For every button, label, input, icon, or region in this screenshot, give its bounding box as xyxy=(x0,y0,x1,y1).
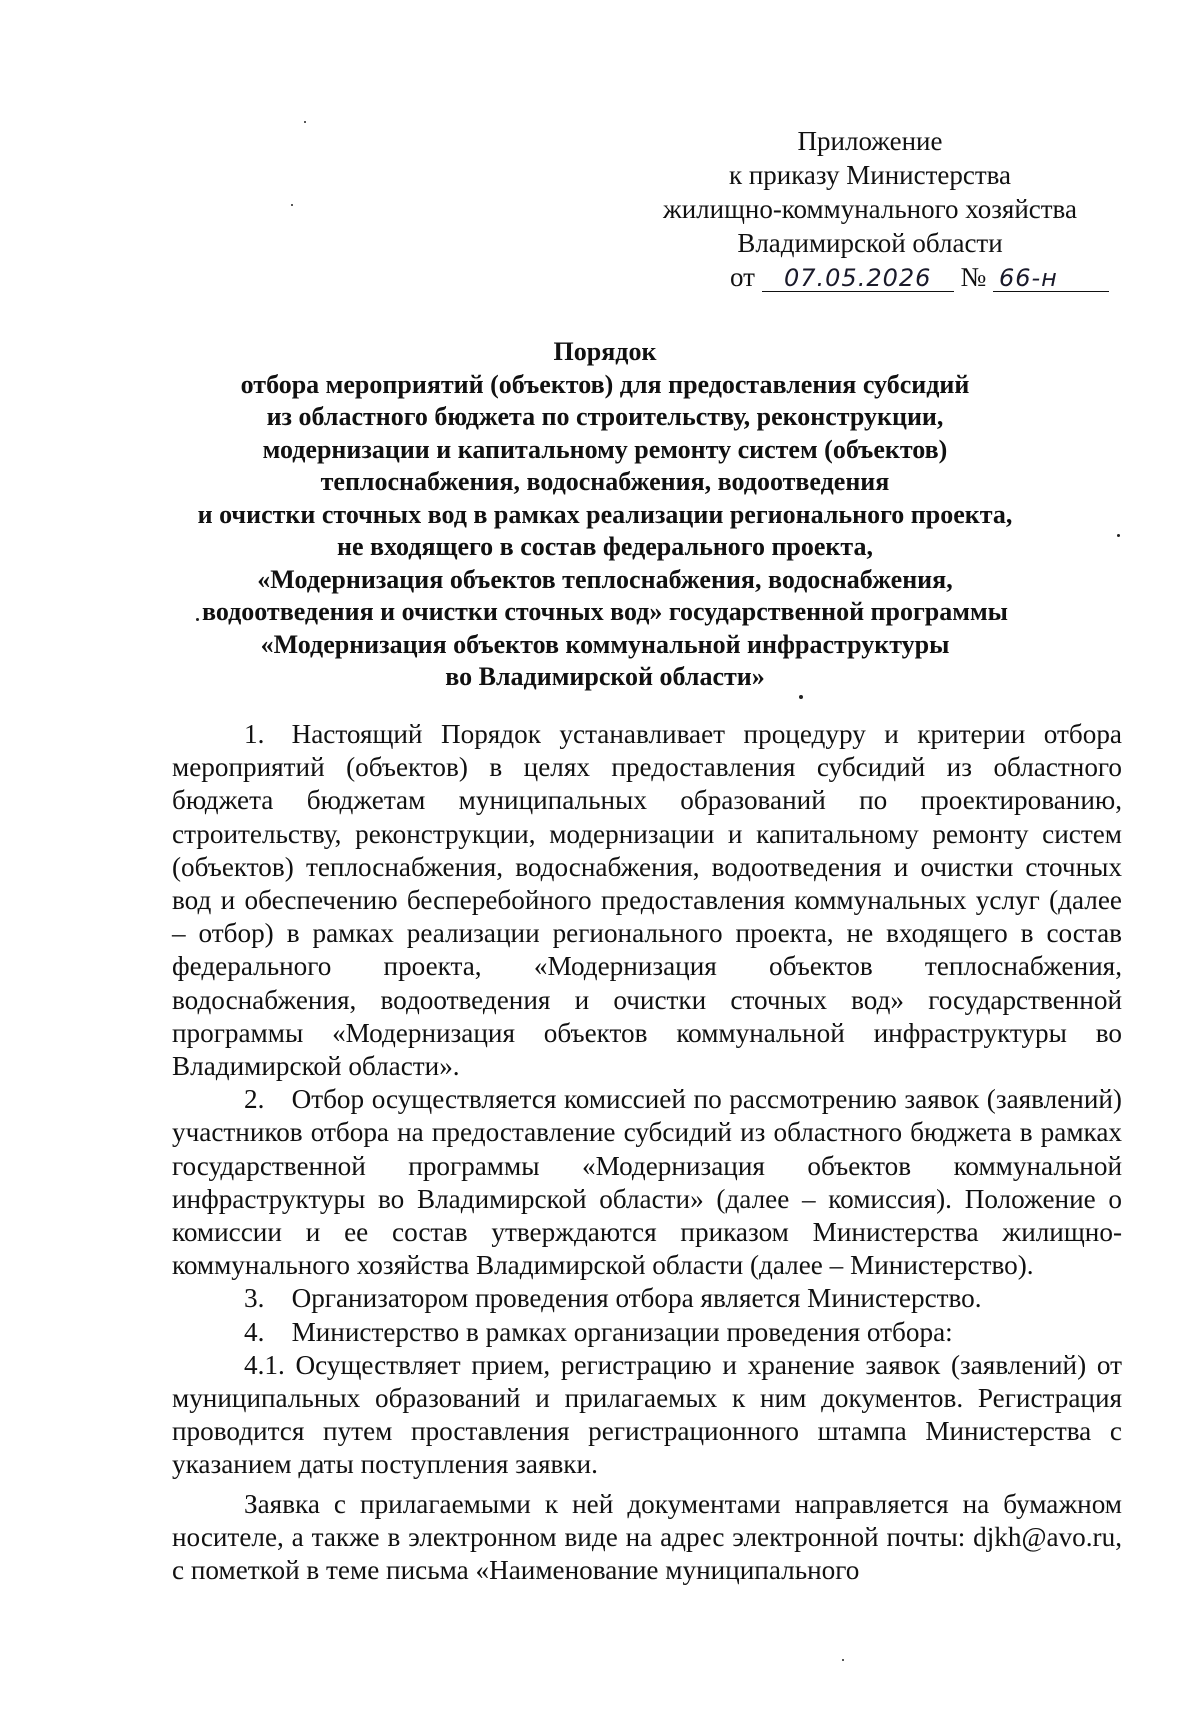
date-prefix: от xyxy=(730,262,755,292)
paragraph-2: 2. Отбор осуществляется комиссией по рассмотрению заявок (заявлений) участников отбора на предоставление субсидий из областного бюджета в рамках государственной программы «Модернизация объектов коммунальной инфраструктуры во Владимирской области» (далее – комиссия). Положение о комиссии и ее состав утверждаются приказом Министерства жилищно-коммунального хозяйства Владимирской области (далее – Министерство). xyxy=(172,1084,1122,1281)
paragraph-3: 3. Организатором проведения отбора является Министерство. xyxy=(244,1283,982,1314)
appendix-block xyxy=(640,124,1100,294)
number-sign: № xyxy=(960,262,987,292)
title-line: модернизации и капитальному ремонту систем (объектов) xyxy=(262,434,948,464)
title-line: «Модернизация объектов коммунальной инфраструктуры xyxy=(260,629,950,659)
title-line: теплоснабжения, водоснабжения, водоотведения xyxy=(320,467,890,496)
title-line: водоотведения и очистки сточных вод» государственной программы xyxy=(202,597,1008,626)
scan-speck xyxy=(291,204,293,206)
appendix-label: Приложение xyxy=(797,126,943,156)
title-line: «Модернизация объектов теплоснабжения, водоснабжения, xyxy=(257,564,953,594)
title-line: во Владимирской области» xyxy=(445,662,765,691)
appendix-order-ref: к приказу Министерства xyxy=(728,160,1012,190)
scan-speck xyxy=(842,1659,844,1661)
appendix-region: Владимирской области xyxy=(737,228,1003,258)
handwritten-date: 07.05.2026 xyxy=(762,265,954,292)
appendix-date-line xyxy=(640,260,1100,294)
paragraph-application: Заявка с прилагаемыми к ней документами направляется на бумажном носителе, а также в электронном виде на адрес электронной почты: djkh@avo.ru, с пометкой в теме письма «Наименование муниципального xyxy=(172,1488,1122,1586)
document-body xyxy=(172,718,1122,1587)
scan-speck xyxy=(1117,534,1120,537)
title-line: не входящего в состав федерального проекта, xyxy=(336,532,874,561)
document-title xyxy=(160,336,1050,694)
title-line: из областного бюджета по строительству, реконструкции, xyxy=(266,402,944,431)
handwritten-number: 66-н xyxy=(993,265,1109,292)
paragraph-4: 4. Министерство в рамках организации проведения отбора: xyxy=(244,1316,953,1347)
scan-speck xyxy=(196,618,199,621)
paragraph-4-1: 4.1. Осуществляет прием, регистрацию и хранение заявок (заявлений) от муниципальных образований и прилагаемых к ним документов. Регистрация проводится путем проставления регистрационного штампа Министерства с указанием даты поступления заявки. xyxy=(172,1349,1122,1480)
title-line: и очистки сточных вод в рамках реализации регионального проекта, xyxy=(197,499,1013,529)
title-heading: Порядок xyxy=(553,337,657,366)
paragraph-1: 1. Настоящий Порядок устанавливает процедуру и критерии отбора мероприятий (объектов) в целях предоставления субсидий из областного бюджета бюджетам муниципальных образований по проектированию, строительству, реконструкции, модернизации и капитальному ремонту систем (объектов) теплоснабжения, водоснабжения, водоотведения и очистки сточных вод и обеспечению бесперебойного предоставления коммунальных услуг (далее – отбор) в рамках реализации регионального проекта, не входящего в состав федерального проекта, «Модернизация объектов теплоснабжения, водоснабжения, водоотведения и очистки сточных вод» государственной программы «Модернизация объектов коммунальной инфраструктуры во Владимирской области». xyxy=(172,719,1122,1082)
scan-speck xyxy=(304,121,306,123)
scan-speck xyxy=(799,695,803,699)
title-line: отбора мероприятий (объектов) для предоставления субсидий xyxy=(240,369,970,399)
appendix-ministry: жилищно-коммунального хозяйства xyxy=(663,194,1077,224)
